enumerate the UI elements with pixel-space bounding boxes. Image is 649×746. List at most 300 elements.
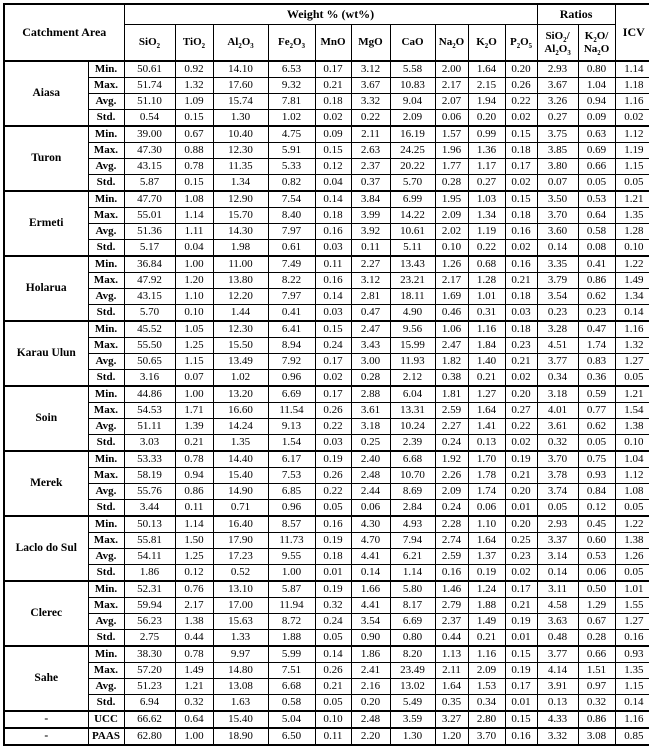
stat-label-cell: Avg. bbox=[88, 419, 124, 435]
value-cell: 0.20 bbox=[505, 484, 537, 500]
value-cell: 0.11 bbox=[351, 240, 390, 257]
value-cell: 5.80 bbox=[390, 581, 435, 598]
value-cell: 1.78 bbox=[468, 468, 505, 484]
value-cell: 1.13 bbox=[435, 646, 468, 663]
value-cell: 0.22 bbox=[315, 419, 351, 435]
value-cell: 3.77 bbox=[537, 354, 578, 370]
value-cell: 0.02 bbox=[505, 370, 537, 387]
value-cell: 0.96 bbox=[268, 500, 315, 517]
table-row bbox=[4, 208, 649, 224]
value-cell: 0.46 bbox=[435, 305, 468, 322]
value-cell: 3.43 bbox=[351, 338, 390, 354]
value-cell: 62.80 bbox=[124, 728, 175, 745]
value-cell: 1.37 bbox=[468, 549, 505, 565]
value-cell: 2.00 bbox=[435, 61, 468, 78]
value-cell: 0.05 bbox=[315, 630, 351, 647]
value-cell: 0.53 bbox=[578, 191, 615, 208]
value-cell: 1.34 bbox=[213, 175, 268, 192]
value-cell: 1.25 bbox=[175, 338, 213, 354]
value-cell: 1.64 bbox=[435, 679, 468, 695]
value-cell: 1.53 bbox=[468, 679, 505, 695]
value-cell: 0.18 bbox=[315, 208, 351, 224]
value-cell: 0.15 bbox=[315, 321, 351, 338]
value-cell: 0.18 bbox=[315, 549, 351, 565]
value-cell: 1.00 bbox=[175, 256, 213, 273]
value-cell: 0.84 bbox=[578, 484, 615, 500]
stat-label-cell: Min. bbox=[88, 451, 124, 468]
value-cell: 0.01 bbox=[505, 500, 537, 517]
value-cell: 1.64 bbox=[468, 403, 505, 419]
value-cell: 0.93 bbox=[578, 468, 615, 484]
table-row bbox=[4, 175, 649, 192]
value-cell: 1.14 bbox=[175, 208, 213, 224]
value-cell: 2.02 bbox=[435, 224, 468, 240]
value-cell: 1.74 bbox=[468, 484, 505, 500]
value-cell: 14.10 bbox=[213, 61, 268, 78]
value-cell: 3.59 bbox=[390, 711, 435, 728]
value-cell: 0.17 bbox=[315, 386, 351, 403]
value-cell: 0.01 bbox=[315, 565, 351, 582]
value-cell: 5.58 bbox=[390, 61, 435, 78]
value-cell: 1.21 bbox=[175, 679, 213, 695]
value-cell: 0.63 bbox=[578, 126, 615, 143]
stat-label-cell: Min. bbox=[88, 126, 124, 143]
value-cell: 3.32 bbox=[351, 94, 390, 110]
value-cell: 0.80 bbox=[578, 61, 615, 78]
value-cell: 1.04 bbox=[578, 78, 615, 94]
value-cell: 1.64 bbox=[468, 533, 505, 549]
value-cell: 0.26 bbox=[315, 403, 351, 419]
area-cell: - bbox=[4, 728, 88, 745]
area-cell: Ermeti bbox=[4, 191, 88, 256]
value-cell: 5.49 bbox=[390, 695, 435, 712]
value-cell: 0.12 bbox=[315, 159, 351, 175]
value-cell: 59.94 bbox=[124, 598, 175, 614]
value-cell: 0.20 bbox=[505, 61, 537, 78]
value-cell: 13.80 bbox=[213, 273, 268, 289]
value-cell: 0.99 bbox=[468, 126, 505, 143]
value-cell: 12.20 bbox=[213, 289, 268, 305]
value-cell: 43.15 bbox=[124, 159, 175, 175]
value-cell: 1.40 bbox=[468, 354, 505, 370]
value-cell: 2.44 bbox=[351, 484, 390, 500]
stat-label-cell: Min. bbox=[88, 386, 124, 403]
value-cell: 0.07 bbox=[175, 370, 213, 387]
value-cell: 0.03 bbox=[315, 305, 351, 322]
value-cell: 1.36 bbox=[468, 143, 505, 159]
table-row bbox=[4, 191, 649, 208]
value-cell: 0.03 bbox=[315, 435, 351, 452]
value-cell: 51.11 bbox=[124, 419, 175, 435]
area-cell: Clerec bbox=[4, 581, 88, 646]
value-cell: 9.56 bbox=[390, 321, 435, 338]
value-cell: 1.28 bbox=[468, 273, 505, 289]
value-cell: 8.94 bbox=[268, 338, 315, 354]
value-cell: 1.25 bbox=[175, 549, 213, 565]
header-oxide-mgo: MgO bbox=[351, 25, 390, 62]
value-cell: 0.96 bbox=[268, 370, 315, 387]
value-cell: 0.32 bbox=[175, 695, 213, 712]
value-cell: 2.27 bbox=[435, 419, 468, 435]
value-cell: 0.14 bbox=[537, 565, 578, 582]
value-cell: 1.30 bbox=[213, 110, 268, 127]
value-cell: 12.30 bbox=[213, 143, 268, 159]
value-cell: 1.33 bbox=[213, 630, 268, 647]
value-cell: 50.13 bbox=[124, 516, 175, 533]
value-cell: 0.48 bbox=[537, 630, 578, 647]
stat-label-cell: Std. bbox=[88, 240, 124, 257]
value-cell: 0.01 bbox=[505, 630, 537, 647]
value-cell: 3.11 bbox=[537, 581, 578, 598]
value-cell: 1.51 bbox=[578, 663, 615, 679]
value-cell: 7.94 bbox=[390, 533, 435, 549]
value-cell: 4.33 bbox=[537, 711, 578, 728]
table-row bbox=[4, 338, 649, 354]
value-cell: 1.09 bbox=[175, 94, 213, 110]
stat-label-cell: Avg. bbox=[88, 159, 124, 175]
table-row bbox=[4, 370, 649, 387]
value-cell: 0.19 bbox=[315, 451, 351, 468]
value-cell: 1.35 bbox=[213, 435, 268, 452]
value-cell: 2.41 bbox=[351, 663, 390, 679]
value-cell: 8.40 bbox=[268, 208, 315, 224]
stat-label-cell: Std. bbox=[88, 630, 124, 647]
value-cell: 0.12 bbox=[578, 500, 615, 517]
value-cell: 15.63 bbox=[213, 614, 268, 630]
value-cell: 1.14 bbox=[615, 61, 649, 78]
table-row bbox=[4, 61, 649, 78]
header-oxide-cao: CaO bbox=[390, 25, 435, 62]
value-cell: 1.00 bbox=[268, 565, 315, 582]
value-cell: 0.94 bbox=[578, 94, 615, 110]
table-row bbox=[4, 728, 649, 745]
value-cell: 0.16 bbox=[505, 728, 537, 745]
value-cell: 0.17 bbox=[505, 159, 537, 175]
value-cell: 5.87 bbox=[268, 581, 315, 598]
value-cell: 2.15 bbox=[468, 78, 505, 94]
value-cell: 0.05 bbox=[615, 500, 649, 517]
value-cell: 1.57 bbox=[435, 126, 468, 143]
value-cell: 0.04 bbox=[175, 240, 213, 257]
value-cell: 1.24 bbox=[468, 581, 505, 598]
value-cell: 4.14 bbox=[537, 663, 578, 679]
value-cell: 6.68 bbox=[390, 451, 435, 468]
header-group-row bbox=[4, 4, 649, 25]
value-cell: 0.02 bbox=[315, 110, 351, 127]
value-cell: 54.11 bbox=[124, 549, 175, 565]
value-cell: 6.94 bbox=[124, 695, 175, 712]
value-cell: 0.17 bbox=[315, 354, 351, 370]
value-cell: 0.19 bbox=[505, 663, 537, 679]
value-cell: 1.38 bbox=[175, 614, 213, 630]
value-cell: 0.23 bbox=[505, 549, 537, 565]
value-cell: 2.84 bbox=[390, 500, 435, 517]
value-cell: 3.70 bbox=[537, 451, 578, 468]
value-cell: 1.95 bbox=[435, 191, 468, 208]
value-cell: 3.67 bbox=[351, 78, 390, 94]
value-cell: 2.93 bbox=[537, 61, 578, 78]
value-cell: 0.82 bbox=[268, 175, 315, 192]
value-cell: 3.32 bbox=[537, 728, 578, 745]
value-cell: 6.69 bbox=[390, 614, 435, 630]
value-cell: 1.30 bbox=[390, 728, 435, 745]
value-cell: 58.19 bbox=[124, 468, 175, 484]
value-cell: 0.11 bbox=[315, 728, 351, 745]
value-cell: 1.06 bbox=[435, 321, 468, 338]
value-cell: 0.16 bbox=[505, 224, 537, 240]
table-row bbox=[4, 435, 649, 452]
value-cell: 5.70 bbox=[390, 175, 435, 192]
stat-label-cell: Max. bbox=[88, 208, 124, 224]
value-cell: 2.88 bbox=[351, 386, 390, 403]
value-cell: 3.35 bbox=[537, 256, 578, 273]
value-cell: 4.75 bbox=[268, 126, 315, 143]
value-cell: 0.16 bbox=[315, 273, 351, 289]
value-cell: 3.16 bbox=[124, 370, 175, 387]
value-cell: 3.91 bbox=[537, 679, 578, 695]
value-cell: 0.80 bbox=[390, 630, 435, 647]
value-cell: 0.32 bbox=[537, 435, 578, 452]
value-cell: 0.05 bbox=[615, 175, 649, 192]
value-cell: 1.05 bbox=[175, 321, 213, 338]
value-cell: 2.79 bbox=[435, 598, 468, 614]
value-cell: 6.17 bbox=[268, 451, 315, 468]
value-cell: 3.03 bbox=[124, 435, 175, 452]
area-cell: Sahe bbox=[4, 646, 88, 711]
value-cell: 0.20 bbox=[505, 386, 537, 403]
value-cell: 3.60 bbox=[537, 224, 578, 240]
value-cell: 3.14 bbox=[537, 549, 578, 565]
value-cell: 0.21 bbox=[315, 679, 351, 695]
value-cell: 1.19 bbox=[468, 224, 505, 240]
value-cell: 3.18 bbox=[351, 419, 390, 435]
value-cell: 0.22 bbox=[505, 94, 537, 110]
value-cell: 13.08 bbox=[213, 679, 268, 695]
stat-label-cell: Avg. bbox=[88, 614, 124, 630]
value-cell: 10.83 bbox=[390, 78, 435, 94]
value-cell: 0.22 bbox=[468, 240, 505, 257]
value-cell: 23.21 bbox=[390, 273, 435, 289]
value-cell: 11.00 bbox=[213, 256, 268, 273]
value-cell: 0.34 bbox=[537, 370, 578, 387]
value-cell: 3.84 bbox=[351, 191, 390, 208]
value-cell: 0.28 bbox=[435, 175, 468, 192]
value-cell: 1.04 bbox=[615, 451, 649, 468]
value-cell: 0.17 bbox=[315, 61, 351, 78]
value-cell: 1.32 bbox=[175, 78, 213, 94]
value-cell: 0.06 bbox=[351, 500, 390, 517]
value-cell: 2.40 bbox=[351, 451, 390, 468]
value-cell: 0.58 bbox=[268, 695, 315, 712]
value-cell: 13.31 bbox=[390, 403, 435, 419]
value-cell: 0.02 bbox=[505, 435, 537, 452]
value-cell: 52.31 bbox=[124, 581, 175, 598]
value-cell: 1.50 bbox=[175, 533, 213, 549]
value-cell: 1.71 bbox=[175, 403, 213, 419]
value-cell: 51.36 bbox=[124, 224, 175, 240]
value-cell: 1.01 bbox=[468, 289, 505, 305]
table-row bbox=[4, 110, 649, 127]
value-cell: 1.28 bbox=[615, 224, 649, 240]
header-oxide-al2o3: $Al_2O_3$ bbox=[213, 25, 268, 62]
value-cell: 2.17 bbox=[175, 598, 213, 614]
value-cell: 1.16 bbox=[468, 321, 505, 338]
value-cell: 1.15 bbox=[615, 159, 649, 175]
area-cell: Aiasa bbox=[4, 61, 88, 126]
value-cell: 44.86 bbox=[124, 386, 175, 403]
value-cell: 1.21 bbox=[615, 191, 649, 208]
table-header bbox=[4, 4, 649, 61]
value-cell: 0.18 bbox=[505, 289, 537, 305]
value-cell: 15.40 bbox=[213, 711, 268, 728]
stat-label-cell: Min. bbox=[88, 256, 124, 273]
value-cell: 0.20 bbox=[351, 695, 390, 712]
value-cell: 7.97 bbox=[268, 224, 315, 240]
value-cell: 11.73 bbox=[268, 533, 315, 549]
value-cell: 0.10 bbox=[175, 305, 213, 322]
value-cell: 0.15 bbox=[315, 143, 351, 159]
stat-label-cell: Max. bbox=[88, 468, 124, 484]
value-cell: 0.19 bbox=[468, 565, 505, 582]
value-cell: 4.30 bbox=[351, 516, 390, 533]
value-cell: 3.54 bbox=[351, 614, 390, 630]
value-cell: 0.53 bbox=[578, 549, 615, 565]
value-cell: 23.49 bbox=[390, 663, 435, 679]
value-cell: 4.51 bbox=[537, 338, 578, 354]
value-cell: 0.41 bbox=[578, 256, 615, 273]
value-cell: 2.20 bbox=[351, 728, 390, 745]
value-cell: 0.25 bbox=[505, 533, 537, 549]
value-cell: 0.18 bbox=[505, 208, 537, 224]
value-cell: 0.28 bbox=[578, 630, 615, 647]
stat-label-cell: Max. bbox=[88, 143, 124, 159]
value-cell: 0.37 bbox=[351, 175, 390, 192]
stat-label-cell: Avg. bbox=[88, 549, 124, 565]
value-cell: 6.69 bbox=[268, 386, 315, 403]
value-cell: 4.41 bbox=[351, 549, 390, 565]
value-cell: 15.99 bbox=[390, 338, 435, 354]
stat-label-cell: Std. bbox=[88, 110, 124, 127]
value-cell: 0.62 bbox=[578, 289, 615, 305]
value-cell: 3.99 bbox=[351, 208, 390, 224]
value-cell: 5.99 bbox=[268, 646, 315, 663]
value-cell: 7.51 bbox=[268, 663, 315, 679]
header-oxide-mno: MnO bbox=[315, 25, 351, 62]
table-row bbox=[4, 500, 649, 517]
area-cell: Soin bbox=[4, 386, 88, 451]
value-cell: 50.65 bbox=[124, 354, 175, 370]
value-cell: 1.49 bbox=[615, 273, 649, 289]
value-cell: 1.34 bbox=[468, 208, 505, 224]
value-cell: 0.10 bbox=[615, 435, 649, 452]
value-cell: 1.49 bbox=[468, 614, 505, 630]
value-cell: 0.17 bbox=[505, 581, 537, 598]
value-cell: 6.99 bbox=[390, 191, 435, 208]
value-cell: 0.59 bbox=[578, 386, 615, 403]
value-cell: 0.21 bbox=[468, 370, 505, 387]
value-cell: 1.88 bbox=[268, 630, 315, 647]
value-cell: 4.70 bbox=[351, 533, 390, 549]
table-row bbox=[4, 695, 649, 712]
table-row bbox=[4, 289, 649, 305]
value-cell: 3.61 bbox=[537, 419, 578, 435]
value-cell: 51.10 bbox=[124, 94, 175, 110]
table-body bbox=[4, 61, 649, 745]
value-cell: 0.06 bbox=[435, 110, 468, 127]
value-cell: 0.02 bbox=[505, 565, 537, 582]
value-cell: 12.90 bbox=[213, 191, 268, 208]
stat-label-cell: Std. bbox=[88, 175, 124, 192]
value-cell: 1.86 bbox=[124, 565, 175, 582]
value-cell: 0.14 bbox=[315, 289, 351, 305]
value-cell: 5.87 bbox=[124, 175, 175, 192]
value-cell: 0.90 bbox=[351, 630, 390, 647]
value-cell: 1.94 bbox=[468, 94, 505, 110]
value-cell: 6.50 bbox=[268, 728, 315, 745]
value-cell: 2.17 bbox=[435, 78, 468, 94]
value-cell: 1.63 bbox=[213, 695, 268, 712]
value-cell: 3.27 bbox=[435, 711, 468, 728]
value-cell: 3.79 bbox=[537, 273, 578, 289]
value-cell: 1.86 bbox=[351, 646, 390, 663]
value-cell: 2.75 bbox=[124, 630, 175, 647]
value-cell: 0.86 bbox=[578, 711, 615, 728]
value-cell: 10.61 bbox=[390, 224, 435, 240]
value-cell: 0.62 bbox=[578, 419, 615, 435]
value-cell: 0.38 bbox=[435, 370, 468, 387]
value-cell: 0.93 bbox=[615, 646, 649, 663]
stat-label-cell: Max. bbox=[88, 273, 124, 289]
value-cell: 3.28 bbox=[537, 321, 578, 338]
value-cell: 0.78 bbox=[175, 451, 213, 468]
value-cell: 0.14 bbox=[351, 565, 390, 582]
value-cell: 8.22 bbox=[268, 273, 315, 289]
stat-label-cell: Avg. bbox=[88, 289, 124, 305]
value-cell: 0.02 bbox=[505, 175, 537, 192]
stat-label-cell: Max. bbox=[88, 598, 124, 614]
value-cell: 0.85 bbox=[615, 728, 649, 745]
value-cell: 8.57 bbox=[268, 516, 315, 533]
value-cell: 0.17 bbox=[505, 679, 537, 695]
value-cell: 0.14 bbox=[315, 646, 351, 663]
value-cell: 3.63 bbox=[537, 614, 578, 630]
value-cell: 0.04 bbox=[315, 175, 351, 192]
value-cell: 1.38 bbox=[615, 533, 649, 549]
table-row bbox=[4, 549, 649, 565]
value-cell: 1.18 bbox=[615, 78, 649, 94]
value-cell: 3.77 bbox=[537, 646, 578, 663]
table-row bbox=[4, 663, 649, 679]
value-cell: 0.21 bbox=[468, 630, 505, 647]
table-row bbox=[4, 614, 649, 630]
value-cell: 47.30 bbox=[124, 143, 175, 159]
value-cell: 0.67 bbox=[175, 126, 213, 143]
value-cell: 0.27 bbox=[537, 110, 578, 127]
table-row bbox=[4, 78, 649, 94]
value-cell: 0.05 bbox=[615, 565, 649, 582]
value-cell: 47.70 bbox=[124, 191, 175, 208]
value-cell: 0.15 bbox=[505, 646, 537, 663]
value-cell: 0.19 bbox=[505, 451, 537, 468]
table-row bbox=[4, 484, 649, 500]
value-cell: 1.02 bbox=[213, 370, 268, 387]
value-cell: 2.26 bbox=[435, 468, 468, 484]
table-row bbox=[4, 159, 649, 175]
value-cell: 0.44 bbox=[175, 630, 213, 647]
value-cell: 3.08 bbox=[578, 728, 615, 745]
value-cell: 17.00 bbox=[213, 598, 268, 614]
value-cell: 3.50 bbox=[537, 191, 578, 208]
